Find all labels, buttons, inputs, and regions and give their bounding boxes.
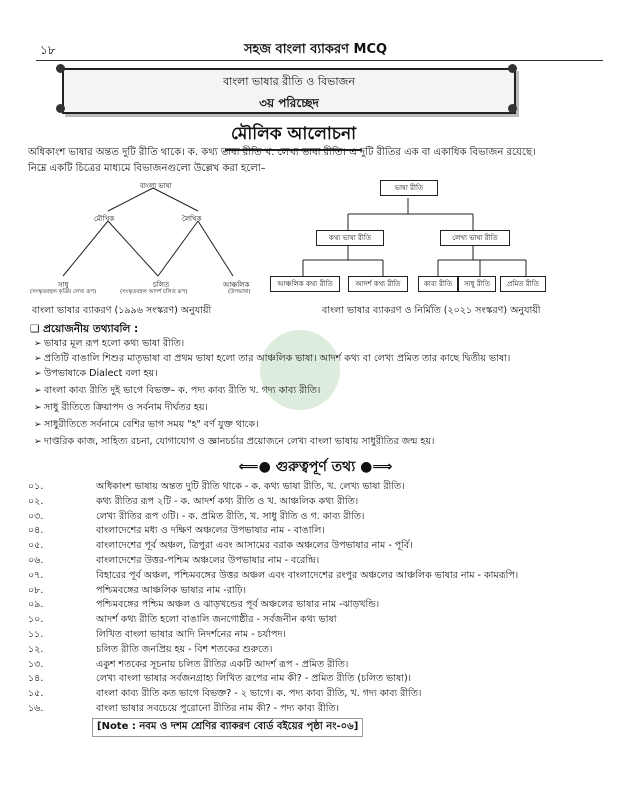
chapter-title: বাংলা ভাষার রীতি ও বিভাজন (223, 75, 355, 88)
fact-number: ০৮. (28, 585, 44, 596)
fact-number: ১৬. (28, 703, 44, 714)
note: [Note : নবম ও দশম শ্রেণির ব্যাকরণ বোর্ড বইয়ের পৃষ্ঠা নং-০৬] (92, 718, 363, 737)
fact-text: লেখ্য বাংলা ভাষার সর্বজনগ্রাহ্য লিখিত রূপের নাম কী? - প্রমিত রীতি (চলিত ভাষা)। (96, 673, 412, 684)
left-mid-written: লৈখিক (182, 215, 202, 223)
header-divider (36, 60, 603, 61)
fact-number: ১১. (28, 629, 44, 640)
fact-number: ১৫. (28, 688, 44, 699)
bullet-item: ➢ সাধুরীতিতে সর্বনামে বেশির ভাগ সময় "হ" বর্ণ যুক্ত থাকে। (34, 419, 259, 430)
right-leaf-5: প্রমিত রীতি (500, 276, 546, 292)
corner-dot-icon (508, 64, 517, 73)
fact-number: ১৩. (28, 659, 44, 670)
intro-line-2: নিম্নে একটি চিত্রের মাধ্যমে বিভাজনগুলো উল্লেখ করা হলো– (28, 163, 266, 174)
fact-text: বাংলাদেশের পূর্ব অঞ্চল, ত্রিপুরা এবং আসামের বরাক অঞ্চলের উপভাষার নাম - পূর্বি। (96, 540, 413, 551)
fact-text: একুশ শতকের সূচনায় চলিত রীতির একটি আদর্শ রূপ - প্রমিত রীতি। (96, 659, 349, 670)
fact-text: বাংলাদেশের মধ্য ও দক্ষিণ অঞ্চলের উপভাষার নাম - বাঙালি। (96, 525, 325, 536)
left-leaf-sadhu: সাধু (58, 281, 69, 289)
fact-text: লিখিত বাংলা ভাষার আদি নিদর্শনের নাম - চর্যাপদ। (96, 629, 286, 640)
fact-text: অধিকাংশ ভাষায় অন্তত দুটি রীতি থাকে - ক. কথ্য ভাষা রীতি, খ. লেখ্য ভাষা রীতি। (96, 481, 405, 492)
fact-number: ০৫. (28, 540, 44, 551)
bullet-item: ➢ দাপ্তরিক কাজ, সাহিত্য রচনা, যোগাযোগ ও জ্ঞানচর্চার প্রয়োজনে লেখ্য বাংলা ভাষায় সাধুরীতির জন্ম হয়। (34, 436, 435, 447)
needful-heading: ❑ প্রয়োজনীয় তথ্যাবলি : (30, 323, 139, 335)
right-leaf-4: সাধু রীতি (458, 276, 496, 292)
bullet-item: ➢ ভাষার মূল রূপ হলো কথ্য ভাষা রীতি। (34, 338, 185, 349)
fact-text: পশ্চিমবঙ্গের পশ্চিম অঞ্চল ও ঝাড়খন্ডের পূর্ব অঞ্চলের ভাষার নাম -ঝাড়খন্ডি। (96, 599, 380, 610)
fact-number: ০৯. (28, 599, 44, 610)
fact-number: ০২. (28, 496, 44, 507)
fact-text: পশ্চিমবঙ্গের আঞ্চলিক ভাষার নাম -রাঢ়ি। (96, 585, 246, 596)
fact-text: বিহারের পূর্ব অঞ্চল, পশ্চিমবঙ্গের উত্তর অঞ্চল এবং বাংলাদেশের রংপুর অঞ্চলের আঞ্চলিক ভাষার নাম - কামরূপি। (96, 570, 519, 581)
right-leaf-2: আদর্শ কথ্য রীতি (348, 276, 408, 292)
fact-text: বাংলা কাব্য রীতি কত ভাগে বিভক্ত? - ২ ভাগে। ক. পদ্য কাব্য রীতি, খ. গদ্য কাব্য রীতি। (96, 688, 422, 699)
left-leaf-anchalik-sub: (উপভাষা) (228, 289, 251, 295)
fact-text: বাংলা ভাষার সবচেয়ে পুরোনো রীতির নাম কী? - পদ্য কাব্য রীতি। (96, 703, 339, 714)
right-diagram-caption: বাংলা ভাষার ব্যাকরণ ও নির্মিতি (২০২১ সংস্করণ) অনুযায়ী (322, 305, 541, 316)
right-mid-written: লেখ্য ভাষা রীতি (440, 230, 510, 246)
fact-number: ১৪. (28, 673, 44, 684)
left-diagram-caption: বাংলা ভাষার ব্যাকরণ (১৯৯৬ সংস্করণ) অনুযায়ী (32, 305, 212, 316)
left-leaf-sadhu-sub: (সংস্কৃতবহুল কৃত্রিম লেখ্য রূপ) (30, 289, 97, 295)
fact-number: ১২. (28, 644, 44, 655)
fact-text: বাংলাদেশের উত্তর-পশ্চিম অঞ্চলের উপভাষার নাম - বরেন্দ্রি। (96, 555, 320, 566)
left-leaf-anchalik: আঞ্চলিক (223, 281, 250, 289)
fact-number: ০১. (28, 481, 44, 492)
page-number: ১৮ (40, 43, 56, 57)
intro-line-1: অধিকাংশ ভাষার অন্তত দুটি রীতি থাকে। ক. কথ্য ভাষা রীতি খ. লেখ্য ভাষা রীতি। এ দুটি রীতির এক বা একাধিক বিভাজন রয়েছে। (28, 147, 536, 158)
important-heading: ⟸● গুরুত্বপূর্ণ তথ্য ●⟹ (238, 459, 393, 475)
fact-number: ০৭. (28, 570, 44, 581)
right-leaf-1: আঞ্চলিক কথ্য রীতি (270, 276, 340, 292)
left-leaf-cholito-sub: (সংস্কৃতবহুল আদর্শ চলিত রূপ) (120, 289, 188, 295)
fact-number: ১০. (28, 614, 44, 625)
fact-text: লেখ্য রীতির রূপ ৩টি। - ক. প্রমিত রীতি, খ. সাধু রীতি ও গ. কাব্য রীতি। (96, 511, 365, 522)
right-root: ভাষা রীতি (380, 180, 438, 196)
fact-number: ০৩. (28, 511, 44, 522)
corner-dot-icon (56, 104, 65, 113)
right-leaf-3: কাব্য রীতি (418, 276, 458, 292)
bullet-item: ➢ সাধু রীতিতে ক্রিয়াপদ ও সর্বনাম দীর্ঘতর হয়। (34, 402, 208, 413)
bullet-item: ➢ বাংলা কাব্য রীতি দুই ভাগে বিভক্ত– ক. পদ্য কাব্য রীতি খ. গদ্য কাব্য রীতি। (34, 385, 321, 396)
ornament-right-icon: ●⟹ (360, 459, 393, 475)
right-mid-spoken: কথ্য ভাষা রীতি (316, 230, 384, 246)
fact-number: ০৪. (28, 525, 44, 536)
corner-dot-icon (508, 104, 517, 113)
chapter-number: ৩য় পরিচ্ছেদ (259, 96, 319, 110)
book-title: সহজ বাংলা ব্যাকরণ MCQ (243, 42, 388, 57)
ornament-left-icon: ⟸● (238, 459, 271, 475)
corner-dot-icon (56, 64, 65, 73)
left-leaf-cholito: চলিত (153, 281, 170, 289)
left-mid-oral: মৌখিক (94, 215, 115, 223)
bullet-item: ➢ উপভাষাকে Dialect বলা হয়। (34, 368, 158, 379)
fact-number: ০৬. (28, 555, 44, 566)
fact-text: কথ্য রীতির রূপ ২টি - ক. আদর্শ কথ্য রীতি ও খ. আঞ্চলিক কথ্য রীতি। (96, 496, 359, 507)
fact-text: আদর্শ কথ্য রীতি হলো বাঙালি জনগোষ্ঠীর - সর্বজনীন কথ্য ভাষা (96, 614, 337, 625)
left-root: বাংলা ভাষা (140, 182, 172, 190)
chapter-box (62, 68, 516, 114)
section-title: মৌলিক আলোচনা (225, 121, 362, 151)
bullet-item: ➢ প্রতিটি বাঙালি শিশুর মাতৃভাষা বা প্রথম ভাষা হলো তার আঞ্চলিক ভাষা। আদর্শ কথ্য বা লেখ্য প্রমিত তার কাছে দ্বিতীয় ভাষা। (34, 353, 511, 364)
fact-text: চলিত রীতি জনপ্রিয় হয় - বিশ শতকের শুরুতে। (96, 644, 273, 655)
